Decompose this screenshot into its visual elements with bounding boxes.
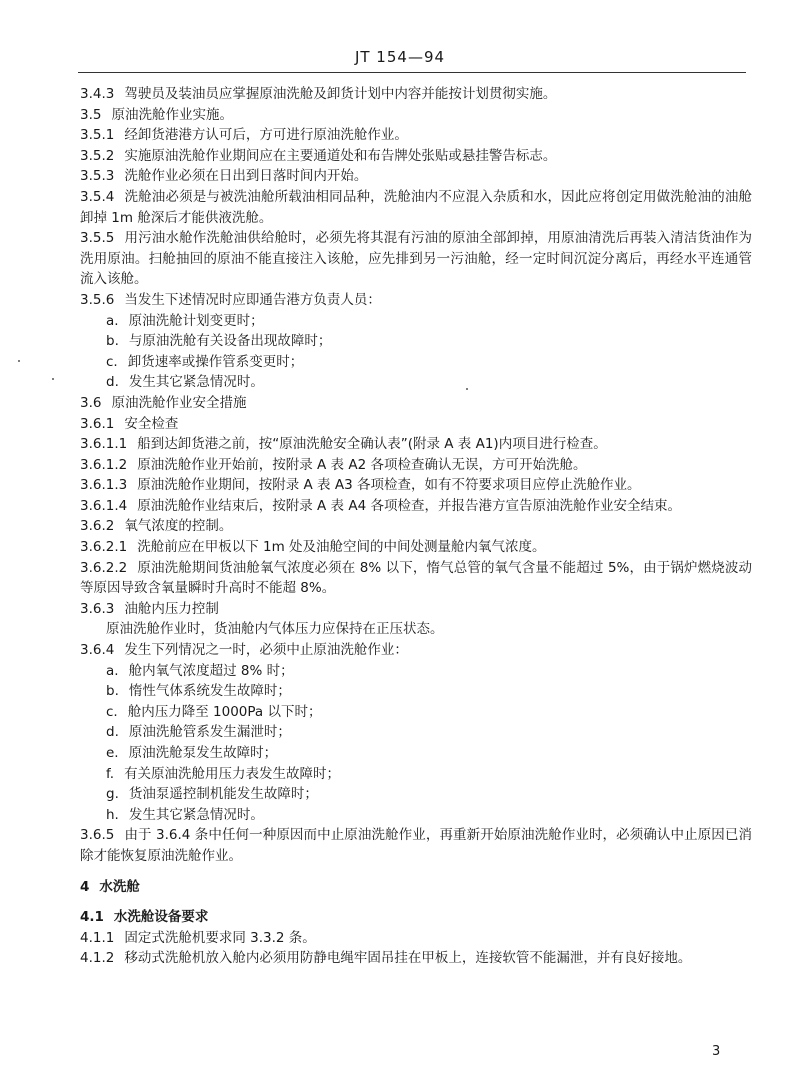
clause-text: 水洗舱设备要求 bbox=[113, 909, 209, 926]
paragraph-line bbox=[80, 681, 752, 702]
paragraph-line bbox=[80, 764, 752, 785]
clause-number: 3.5.1 bbox=[80, 127, 115, 144]
paragraph-line bbox=[80, 537, 752, 558]
clause-text: 发生其它紧急情况时。 bbox=[128, 374, 264, 391]
clause-text: 原油洗舱泵发生故障时； bbox=[128, 745, 278, 761]
clause-number: a. bbox=[106, 312, 119, 329]
scan-speck bbox=[466, 388, 468, 390]
clause-text: 船到达卸货港之前，按“原油洗舱安全确认表”(附录 A 表 A1)内项目进行检查。 bbox=[137, 436, 607, 453]
paragraph-line bbox=[80, 722, 752, 743]
clause-number: g. bbox=[106, 786, 119, 803]
clause-number: b. bbox=[106, 333, 119, 350]
clause-text: 原油洗舱作业时，货油舱内气体压力应保持在正压状态。 bbox=[106, 621, 444, 638]
clause-number: 4.1 bbox=[80, 909, 104, 926]
clause-text: 原油洗舱管系发生漏泄时； bbox=[128, 724, 291, 741]
paragraph-line bbox=[80, 516, 752, 537]
clause-text: 原油洗舱作业期间，按附录 A 表 A3 各项检查，如有不符要求项目应停止洗舱作业。 bbox=[137, 477, 641, 494]
paragraph-line bbox=[80, 331, 752, 352]
section-heading bbox=[80, 877, 752, 898]
clause-number: 3.4.3 bbox=[80, 86, 115, 102]
clause-text: 发生其它紧急情况时。 bbox=[128, 806, 264, 823]
paragraph-line bbox=[80, 948, 752, 969]
clause-number: 3.6.2.2 bbox=[80, 559, 128, 576]
paragraph-line bbox=[80, 105, 752, 126]
clause-number: 4.1.1 bbox=[80, 929, 115, 946]
clause-number: 4 bbox=[80, 878, 90, 895]
clause-text: 移动式洗舱机放入舱内必须用防静电绳牢固吊挂在甲板上，连接软管不能漏泄，并有良好接地。 bbox=[124, 950, 692, 967]
clause-number: 3.5 bbox=[80, 106, 102, 123]
paragraph-line bbox=[80, 702, 752, 723]
clause-number: 3.6.5 bbox=[80, 827, 115, 844]
clause-text: 原油洗舱计划变更时； bbox=[128, 312, 264, 329]
paragraph-line bbox=[80, 372, 752, 393]
clause-text: 洗舱前应在甲板以下 1m 处及油舱空间的中间处测量舱内氧气浓度。 bbox=[137, 539, 546, 556]
clause-number: 3.6.2 bbox=[80, 518, 115, 535]
clause-number: 3.5.4 bbox=[80, 188, 115, 205]
clause-text: 舱内氧气浓度超过 8% 时； bbox=[128, 662, 294, 679]
paragraph-line bbox=[80, 640, 752, 661]
clause-text: 固定式洗舱机要求同 3.3.2 条。 bbox=[124, 929, 316, 946]
clause-number: 3.5.5 bbox=[80, 230, 115, 247]
paragraph-line bbox=[80, 928, 752, 949]
clause-number: 3.6.1.1 bbox=[80, 436, 128, 453]
paragraph-line bbox=[80, 619, 752, 640]
clause-text: 有关原油洗舱用压力表发生故障时； bbox=[124, 765, 341, 782]
paragraph-line bbox=[80, 496, 752, 517]
section-heading bbox=[80, 907, 752, 928]
scan-speck bbox=[18, 360, 20, 362]
clause-text: 由于 3.6.4 条中任何一种原因而中止原油洗舱作业，再重新开始原油洗舱作业时，必须确认中止原因已消除才能恢复原油洗舱作业。 bbox=[80, 827, 752, 864]
clause-text: 安全检查 bbox=[124, 415, 179, 432]
paragraph-line bbox=[80, 146, 752, 167]
paragraph-line bbox=[80, 166, 752, 187]
clause-text: 卸货速率或操作管系变更时； bbox=[127, 353, 304, 370]
clause-text: 经卸货港港方认可后，方可进行原油洗舱作业。 bbox=[124, 127, 408, 144]
clause-number: e. bbox=[106, 745, 119, 761]
clause-number: 3.6.3 bbox=[80, 600, 115, 617]
clause-text: 水洗舱 bbox=[99, 878, 140, 895]
paragraph-line bbox=[80, 187, 752, 228]
clause-number: a. bbox=[106, 662, 119, 679]
paragraph-line bbox=[80, 434, 752, 455]
paragraph-line bbox=[80, 125, 752, 146]
clause-text: 实施原油洗舱作业期间应在主要通道处和布告牌处张贴或悬挂警告标志。 bbox=[124, 147, 557, 164]
clause-number: b. bbox=[106, 683, 119, 700]
paragraph-line bbox=[80, 84, 752, 105]
clause-text: 驾驶员及装油员应掌握原油洗舱及卸货计划中内容并能按计划贯彻实施。 bbox=[124, 86, 557, 102]
clause-text: 洗舱作业必须在日出到日落时间内开始。 bbox=[124, 168, 368, 185]
clause-number: 3.5.2 bbox=[80, 147, 115, 164]
clause-text: 舱内压力降至 1000Pa 以下时； bbox=[127, 703, 322, 720]
paragraph-line bbox=[80, 825, 752, 866]
paragraph-line bbox=[80, 475, 752, 496]
clause-number: d. bbox=[106, 374, 119, 391]
clause-number: 3.6.4 bbox=[80, 642, 115, 659]
paragraph-line bbox=[80, 414, 752, 435]
paragraph-line bbox=[80, 228, 752, 290]
clause-text: 当发生下述情况时应即通告港方负责人员： bbox=[124, 291, 381, 308]
page-number: 3 bbox=[712, 1044, 721, 1059]
paragraph-line bbox=[80, 455, 752, 476]
paragraph-line bbox=[80, 393, 752, 414]
paragraph-line bbox=[80, 784, 752, 805]
paragraph-line bbox=[80, 290, 752, 311]
paragraph-line bbox=[80, 599, 752, 620]
clause-number: c. bbox=[106, 353, 118, 370]
paragraph-line bbox=[80, 661, 752, 682]
scan-speck bbox=[52, 378, 54, 380]
clause-text: 货油泵遥控制机能发生故障时； bbox=[128, 786, 318, 803]
clause-text: 原油洗舱作业开始前，按附录 A 表 A2 各项检查确认无误，方可开始洗舱。 bbox=[137, 456, 587, 473]
clause-number: h. bbox=[106, 806, 119, 823]
clause-number: 3.6.1.2 bbox=[80, 456, 128, 473]
clause-text: 与原油洗舱有关设备出现故障时； bbox=[128, 333, 332, 350]
clause-text: 原油洗舱作业结束后，按附录 A 表 A4 各项检查，并报告港方宣告原油洗舱作业安全结束。 bbox=[137, 497, 681, 514]
clause-text: 氧气浓度的控制。 bbox=[124, 518, 233, 535]
clause-number: 4.1.2 bbox=[80, 950, 115, 967]
clause-text: 发生下列情况之一时，必须中止原油洗舱作业： bbox=[124, 642, 408, 659]
clause-text: 原油洗舱期间货油舱氧气浓度必须在 8% 以下，惰气总管的氧气含量不能超过 5%，由于锅炉燃烧波动等原因导致含氧量瞬时升高时不能超 8%。 bbox=[80, 559, 752, 597]
paragraph-line bbox=[80, 352, 752, 373]
paragraph-line bbox=[80, 743, 752, 764]
clause-number: f. bbox=[106, 765, 115, 782]
clause-text: 用污油水舱作洗舱油供给舱时，必须先将其混有污油的原油全部卸掉，用原油清洗后再装入清洁货油作为洗用原油。扫舱抽回的原油不能直接注入该舱，应先排到另一污油舱，经一定时间沉淀分离后，再经水平连通管流入该舱。 bbox=[80, 230, 752, 288]
clause-number: 3.6.1.3 bbox=[80, 477, 128, 494]
header-rule bbox=[78, 72, 746, 73]
clause-text: 洗舱油必须是与被洗油舱所载油相同品种，洗舱油内不应混入杂质和水，因此应将创定用做洗舱油的油舱卸掉 1m 舱深后才能供液洗舱。 bbox=[80, 188, 752, 226]
clause-number: 3.6 bbox=[80, 394, 102, 411]
clause-text: 油舱内压力控制 bbox=[124, 600, 219, 617]
paragraph-line bbox=[80, 558, 752, 599]
clause-number: d. bbox=[106, 724, 119, 741]
running-header: JT 154—94 bbox=[354, 48, 446, 66]
clause-text: 原油洗舱作业实施。 bbox=[111, 106, 233, 123]
clause-text: 惰性气体系统发生故障时； bbox=[128, 683, 291, 700]
paragraph-line bbox=[80, 311, 752, 332]
clause-number: 3.5.3 bbox=[80, 168, 115, 185]
clause-number: 3.6.1.4 bbox=[80, 497, 128, 514]
clause-number: 3.5.6 bbox=[80, 291, 115, 308]
clause-number: 3.6.2.1 bbox=[80, 539, 128, 556]
body-text bbox=[80, 84, 752, 969]
clause-text: 原油洗舱作业安全措施 bbox=[111, 394, 247, 411]
clause-number: 3.6.1 bbox=[80, 415, 115, 432]
paragraph-line bbox=[80, 805, 752, 826]
clause-number: c. bbox=[106, 703, 118, 720]
